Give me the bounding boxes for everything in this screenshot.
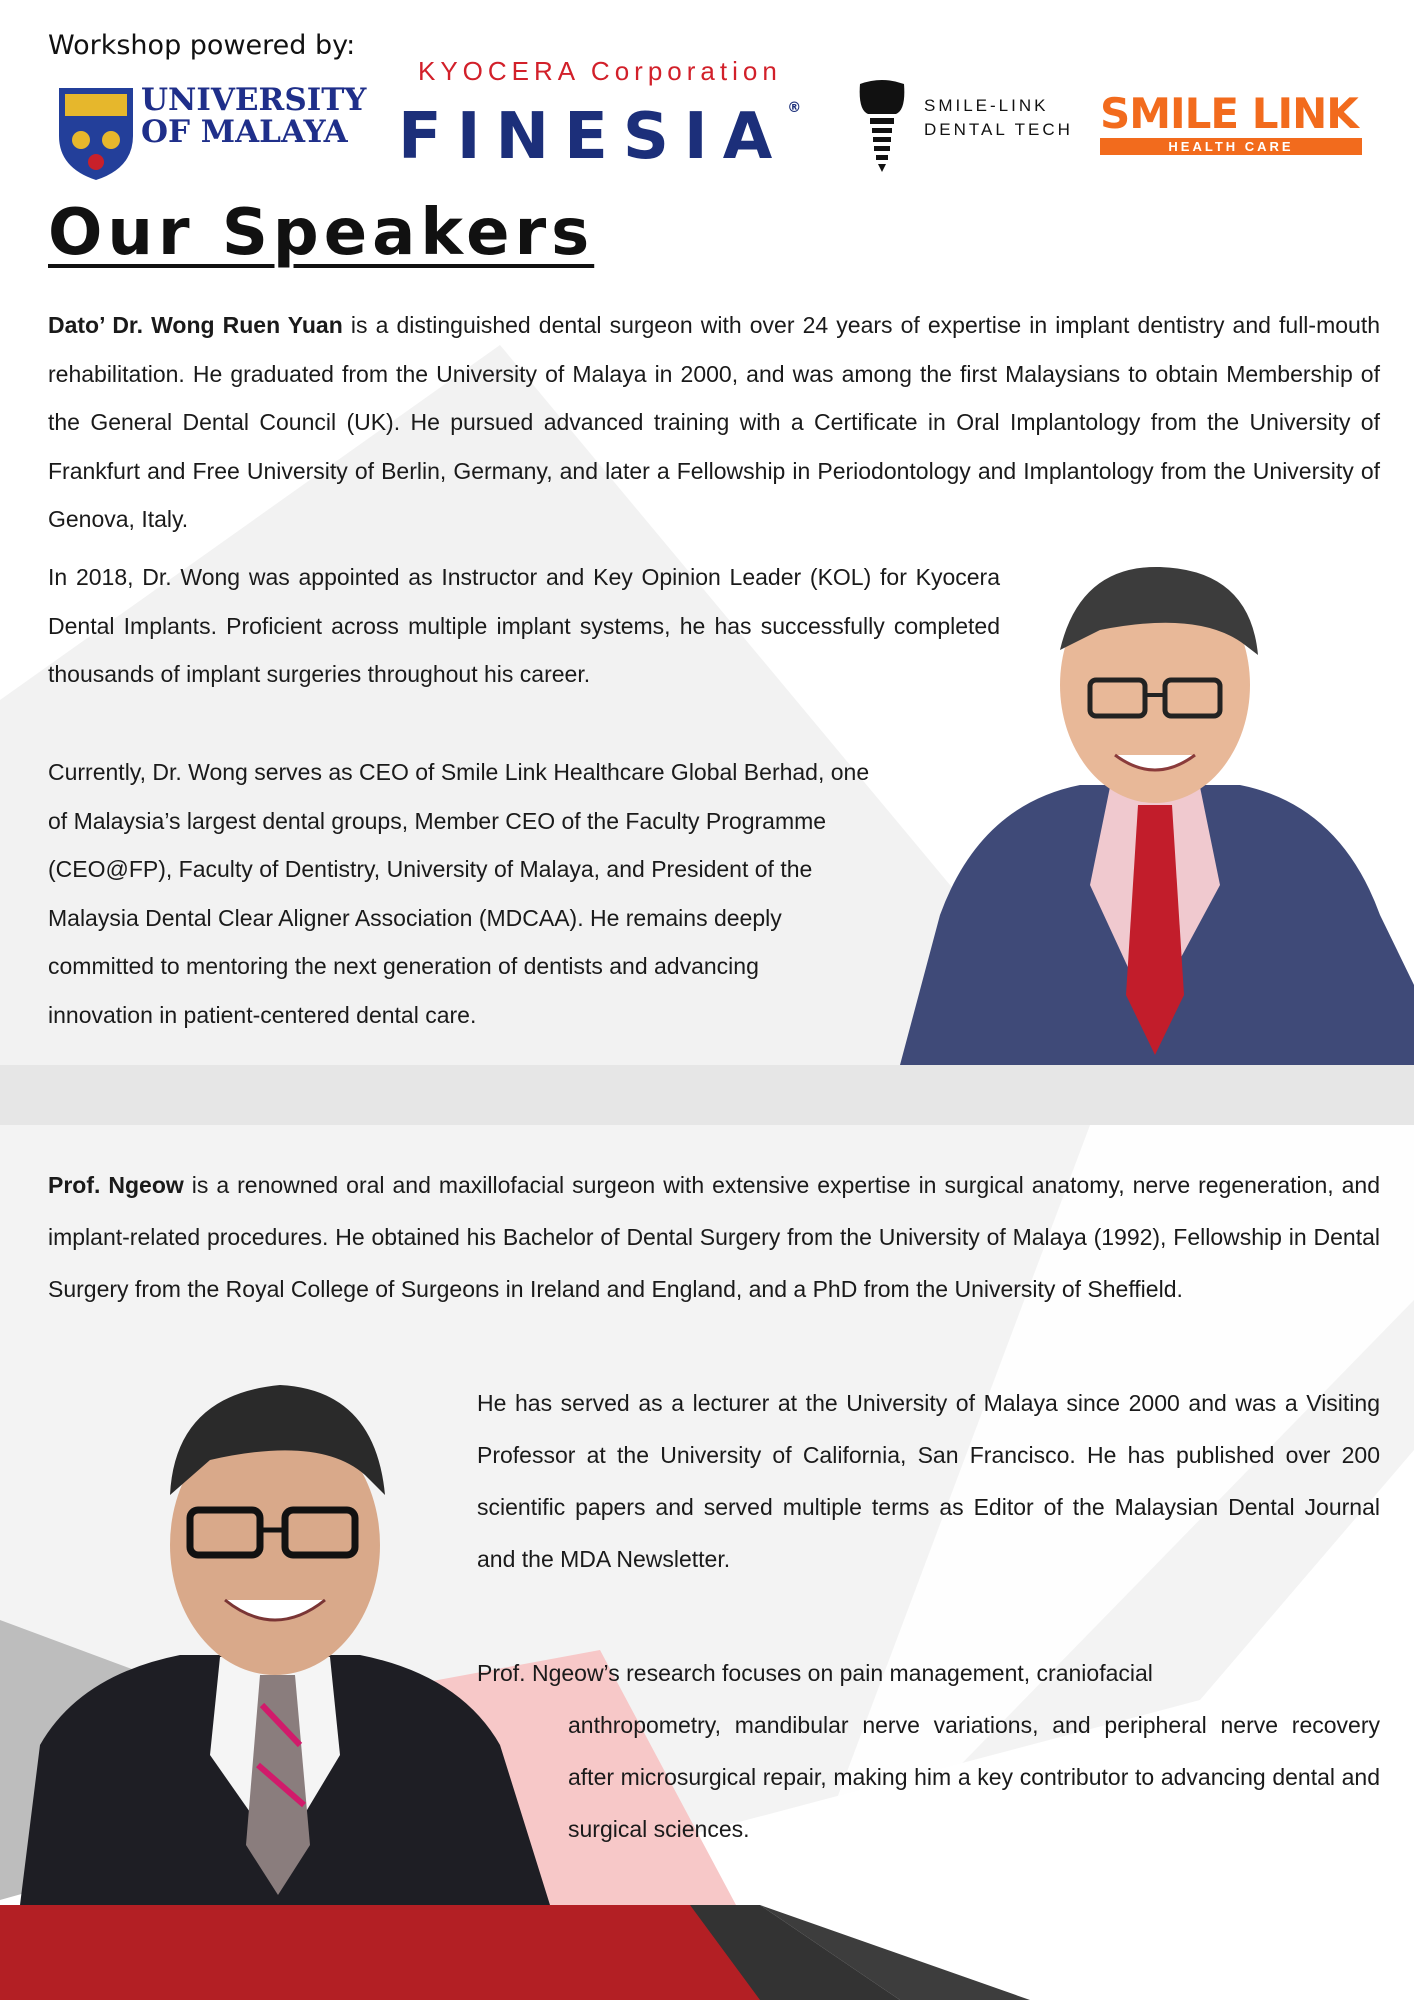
speaker1-name: Dato’ Dr. Wong Ruen Yuan [48, 312, 343, 338]
speaker1-bio-current [48, 748, 1006, 1039]
university-of-malaya-logo[interactable] [55, 82, 367, 184]
speaker2-bio-research-rest: anthropometry, mandibular nerve variations, and peripheral nerve recovery after microsurgical repair, making him a key contributor to advancing dental and surgical sciences. [568, 1712, 1380, 1842]
speaker1-bio-intro [48, 301, 1380, 544]
registered-mark: ® [787, 100, 802, 116]
speaker1-bio-kol: In 2018, Dr. Wong was appointed as Instructor and Key Opinion Leader (KOL) for Kyocera Dental Implants. Proficient across multiple implant systems, he has successfully completed thousands of implant surgeries throughout his career. [48, 564, 1000, 687]
speaker2-name: Prof. Ngeow [48, 1172, 184, 1198]
dental-implant-icon [856, 80, 908, 172]
bg-grey-band [0, 1065, 1414, 1125]
speaker2-bio-intro [48, 1159, 1380, 1315]
speaker1-bio-current-line: Malaysia Dental Clear Aligner Association (MDCAA). He remains deeply [48, 904, 782, 931]
sl-health-subtitle: HEALTH CARE [1100, 138, 1362, 155]
page-title: Our Speakers [48, 196, 595, 270]
smile-link-health-care-logo[interactable] [1100, 89, 1365, 155]
finesia-wordmark: FINESIA [398, 100, 788, 174]
sl-dental-line2: DENTAL TECH [924, 120, 1073, 139]
sl-health-wordmark: SMILE LINK [1100, 89, 1358, 138]
speaker2-bio-career: He has served as a lecturer at the University of Malaya since 2000 and was a Visiting Professor at the University of California, San Francisco. He has published over 200 scientific papers and served multiple terms as Editor of the Malaysian Dental Journal and the MDA Newsletter. [477, 1390, 1380, 1572]
um-logo-line2: OF MALAYA [141, 114, 348, 150]
bg-red-bottom [0, 1905, 770, 2000]
speaker2-bio-research-first-line: Prof. Ngeow’s research focuses on pain management, craniofacial [477, 1660, 1153, 1686]
speaker1-bio-current-line: of Malaysia’s largest dental groups, Member CEO of the Faculty Programme [48, 807, 827, 834]
speaker1-bio-current-line: innovation in patient-centered dental care. [48, 1001, 477, 1028]
speaker2-photo [0, 1375, 560, 1905]
kyocera-logo-text: KYOCERA Corporation [418, 56, 782, 86]
um-crest-icon [55, 84, 137, 182]
speaker2-bio-intro-text: is a renowned oral and maxillofacial surgeon with extensive expertise in surgical anatomy, nerve regeneration, and implant-related procedures. He obtained his Bachelor of Dental Surgery from the University of Malaya (1992), Fellowship in Dental Surgery from the Royal College of Surgeons in Ireland and England, and a PhD from the University of Sheffield. [48, 1172, 1381, 1302]
speaker2-bio-research [477, 1647, 1380, 1855]
speaker1-bio-current-line: committed to mentoring the next generation of dentists and advancing [48, 953, 759, 979]
speaker1-bio-current-line: (CEO@FP), Faculty of Dentistry, University of Malaya, and President of the [48, 856, 813, 882]
finesia-logo[interactable] [398, 100, 801, 174]
smile-link-dental-tech-logo[interactable] [924, 94, 1073, 142]
powered-by-label: Workshop powered by: [48, 30, 356, 61]
speaker1-bio-intro-text: is a distinguished dental surgeon with over 24 years of expertise in implant dentistry and full-mouth rehabilitation. He graduated from the University of Malaya in 2000, and was among the first Malaysians to obtain Membership of the General Dental Council (UK). He pursued advanced training with a Certificate in Oral Implantology from the University of Frankfurt and Free University of Berlin, Germany, and later a Fellowship in Periodontology and Implantology from the University of Genova, Italy. [48, 312, 1380, 532]
sl-dental-line1: SMILE-LINK [924, 96, 1049, 115]
um-logo-line1: UNIVERSITY [141, 82, 367, 118]
speaker1-bio-current-line: Currently, Dr. Wong serves as CEO of Smile Link Healthcare Global Berhad, one [48, 759, 870, 785]
